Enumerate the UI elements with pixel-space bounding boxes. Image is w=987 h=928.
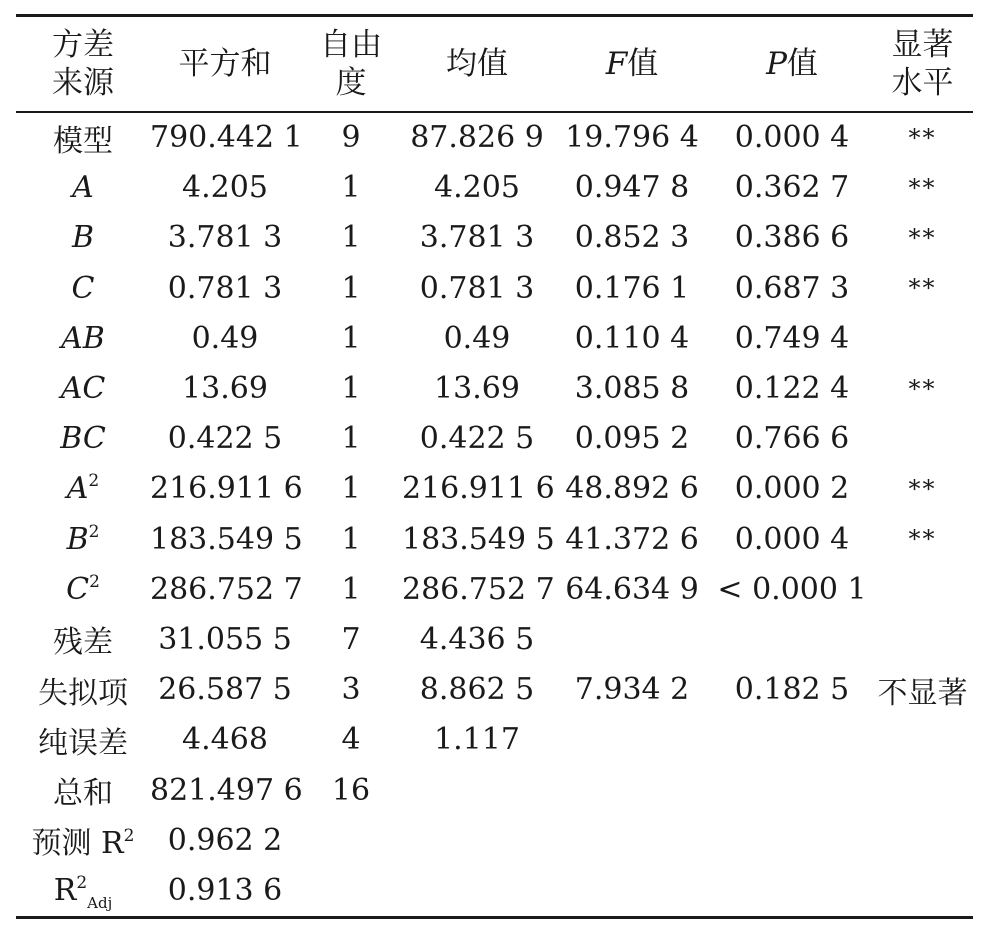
f-value-cell: 0.095 2 [574,421,690,457]
f-value-cell: 0.947 8 [574,170,690,206]
header-mean-square-label: 均值 [446,45,508,82]
significance-cell [872,715,973,765]
degrees-of-freedom-cell [300,815,402,865]
source-label: A [72,170,94,206]
sum-of-squares-cell: 4.205 [182,170,268,206]
source-label: BC [60,421,106,457]
significance-cell: ** [908,223,937,252]
p-value-cell: 0.000 4 [734,120,850,156]
source-cell [16,665,150,715]
source-cell [16,263,150,313]
degrees-of-freedom-cell: 1 [341,270,361,306]
mean-square-cell: 0.49 [443,320,511,356]
f-value-cell [552,715,712,765]
table-row [16,614,973,664]
significance-cell [872,414,973,464]
header-mean-square [402,16,552,112]
header-df-line1: 自由 [320,26,382,63]
significance-cell [872,313,973,363]
f-value-cell: 0.110 4 [574,320,690,356]
mean-square-cell: 4.436 5 [419,621,535,657]
degrees-of-freedom-cell: 4 [341,722,361,758]
mean-square-cell: 87.826 9 [410,120,544,156]
sum-of-squares-cell: 183.549 5 [150,521,303,557]
header-p-symbol: P [766,45,787,82]
header-f-suffix: 值 [627,45,659,82]
mean-square-cell: 1.117 [434,722,520,758]
p-value-cell: 0.000 2 [734,471,850,507]
source-label: 残差 [53,625,113,661]
sum-of-squares-cell: 821.497 6 [150,772,303,808]
sum-of-squares-cell: 13.69 [182,371,268,407]
mean-square-cell: 3.781 3 [419,220,535,256]
source-cell [16,614,150,664]
significance-cell [872,765,973,815]
source-cell [16,715,150,765]
degrees-of-freedom-cell: 1 [341,320,361,356]
degrees-of-freedom-cell: 16 [331,772,371,808]
source-cell [16,564,150,614]
source-cell [16,313,150,363]
source-label: 失拟项 [38,675,128,711]
header-row [16,16,973,112]
mean-square-cell: 8.862 5 [419,672,535,708]
table-row [16,414,973,464]
header-source-line1: 方差 [52,26,114,63]
significance-cell: 不显著 [877,675,968,711]
source-cell [16,464,150,514]
p-value-cell [712,865,872,917]
degrees-of-freedom-cell [300,865,402,917]
p-value-cell: 0.122 4 [734,371,850,407]
significance-cell: ** [908,374,937,403]
mean-square-cell: 4.205 [434,170,520,206]
source-superscript: 2 [88,471,100,492]
degrees-of-freedom-cell: 1 [341,471,361,507]
degrees-of-freedom-cell: 1 [341,371,361,407]
header-source [16,16,150,112]
degrees-of-freedom-cell: 7 [341,621,361,657]
source-label: 预测 R [31,826,124,862]
sum-of-squares-cell: 0.422 5 [167,421,283,457]
header-degrees-of-freedom [300,16,402,112]
table-row [16,163,973,213]
p-value-cell [712,815,872,865]
f-value-cell [552,865,712,917]
source-label: A [66,471,89,507]
p-value-cell: 0.362 7 [734,170,850,206]
table-row [16,665,973,715]
p-value-cell: 0.000 4 [734,521,850,557]
header-f-symbol: F [605,45,628,82]
header-significance-line1: 显著 [891,26,954,63]
header-significance [872,16,973,112]
degrees-of-freedom-cell: 1 [341,421,361,457]
header-f-value [552,16,712,112]
f-value-cell: 7.934 2 [574,672,690,708]
mean-square-cell [402,815,552,865]
f-value-cell: 64.634 9 [565,571,699,607]
significance-cell: ** [908,123,937,152]
degrees-of-freedom-cell: 3 [341,672,361,708]
header-p-suffix: 值 [786,45,818,82]
significance-cell [872,865,973,917]
significance-cell [872,815,973,865]
table-row [16,715,973,765]
f-value-cell [552,765,712,815]
f-value-cell: 41.372 6 [565,521,699,557]
p-value-cell: 0.749 4 [734,320,850,356]
sum-of-squares-cell: 216.911 6 [150,471,303,507]
source-superscript: 2 [76,872,88,893]
sum-of-squares-cell: 26.587 5 [158,672,292,708]
header-p-value [712,16,872,112]
degrees-of-freedom-cell: 1 [341,571,361,607]
sum-of-squares-cell: 31.055 5 [158,621,292,657]
source-label: B [71,220,95,256]
table-row [16,765,973,815]
mean-square-cell [402,765,552,815]
table-row [16,263,973,313]
table-body [16,112,973,918]
table-row [16,564,973,614]
header-sum-of-squares-label: 平方和 [178,45,272,82]
source-label: AC [60,371,106,407]
p-value-cell: 0.386 6 [734,220,850,256]
sum-of-squares-cell: 0.781 3 [167,270,283,306]
significance-cell [872,564,973,614]
mean-square-cell: 13.69 [434,371,520,407]
f-value-cell: 48.892 6 [565,471,699,507]
anova-table-container [16,14,973,919]
degrees-of-freedom-cell: 9 [341,120,361,156]
source-label: 总和 [53,776,113,812]
table-row [16,865,973,917]
mean-square-cell: 216.911 6 [402,471,555,507]
sum-of-squares-cell: 286.752 7 [150,571,303,607]
source-label: AB [61,320,105,356]
p-value-cell: 0.687 3 [734,270,850,306]
header-significance-line2: 水平 [891,64,954,101]
f-value-cell: 0.176 1 [574,270,690,306]
source-label: 模型 [53,123,113,159]
sum-of-squares-cell: 3.781 3 [167,220,283,256]
significance-cell: ** [908,173,937,202]
p-value-cell [712,715,872,765]
source-cell [16,112,150,163]
significance-cell: ** [908,525,937,554]
source-label: 纯误差 [38,725,128,761]
table-row [16,112,973,163]
sum-of-squares-cell: 790.442 1 [150,120,303,156]
significance-cell [872,614,973,664]
mean-square-cell: 286.752 7 [402,571,555,607]
source-cell [16,514,150,564]
sum-of-squares-cell: 0.49 [191,320,259,356]
header-sum-of-squares [150,16,300,112]
p-value-cell: 0.182 5 [734,672,850,708]
header-source-line2: 来源 [52,64,114,101]
f-value-cell: 0.852 3 [574,220,690,256]
mean-square-cell: 0.422 5 [419,421,535,457]
anova-table [16,14,973,919]
mean-square-cell [402,865,552,917]
header-df-line2: 度 [335,64,367,101]
mean-square-cell: 0.781 3 [419,270,535,306]
significance-cell: ** [908,274,937,303]
table-row [16,815,973,865]
table-row [16,514,973,564]
f-value-cell [552,614,712,664]
degrees-of-freedom-cell: 1 [341,220,361,256]
source-superscript: 2 [123,826,135,847]
sum-of-squares-cell: 0.913 6 [150,865,300,917]
source-cell [16,865,150,917]
sum-of-squares-cell: 0.962 2 [167,822,283,858]
source-cell [16,815,150,865]
significance-cell: ** [908,474,937,503]
source-cell [16,213,150,263]
source-label: B [66,521,89,557]
table-row [16,313,973,363]
source-cell [16,414,150,464]
source-cell [16,765,150,815]
f-value-cell: 19.796 4 [565,120,699,156]
mean-square-cell: 183.549 5 [402,521,555,557]
f-value-cell: 3.085 8 [574,371,690,407]
source-superscript: 2 [89,571,100,592]
source-cell [16,363,150,413]
p-value-cell: < 0.000 1 [717,571,867,607]
f-value-cell [552,815,712,865]
p-value-cell [712,614,872,664]
source-label: C [66,571,90,607]
degrees-of-freedom-cell: 1 [341,521,361,557]
source-label: R [53,872,77,908]
p-value-cell: 0.766 6 [734,421,850,457]
p-value-cell [712,765,872,815]
sum-of-squares-cell: 4.468 [182,722,268,758]
source-superscript: 2 [88,521,100,542]
source-label: C [71,270,95,306]
table-row [16,363,973,413]
table-row [16,464,973,514]
source-cell [16,163,150,213]
source-subscript: Adj [87,893,113,912]
table-row [16,213,973,263]
degrees-of-freedom-cell: 1 [341,170,361,206]
